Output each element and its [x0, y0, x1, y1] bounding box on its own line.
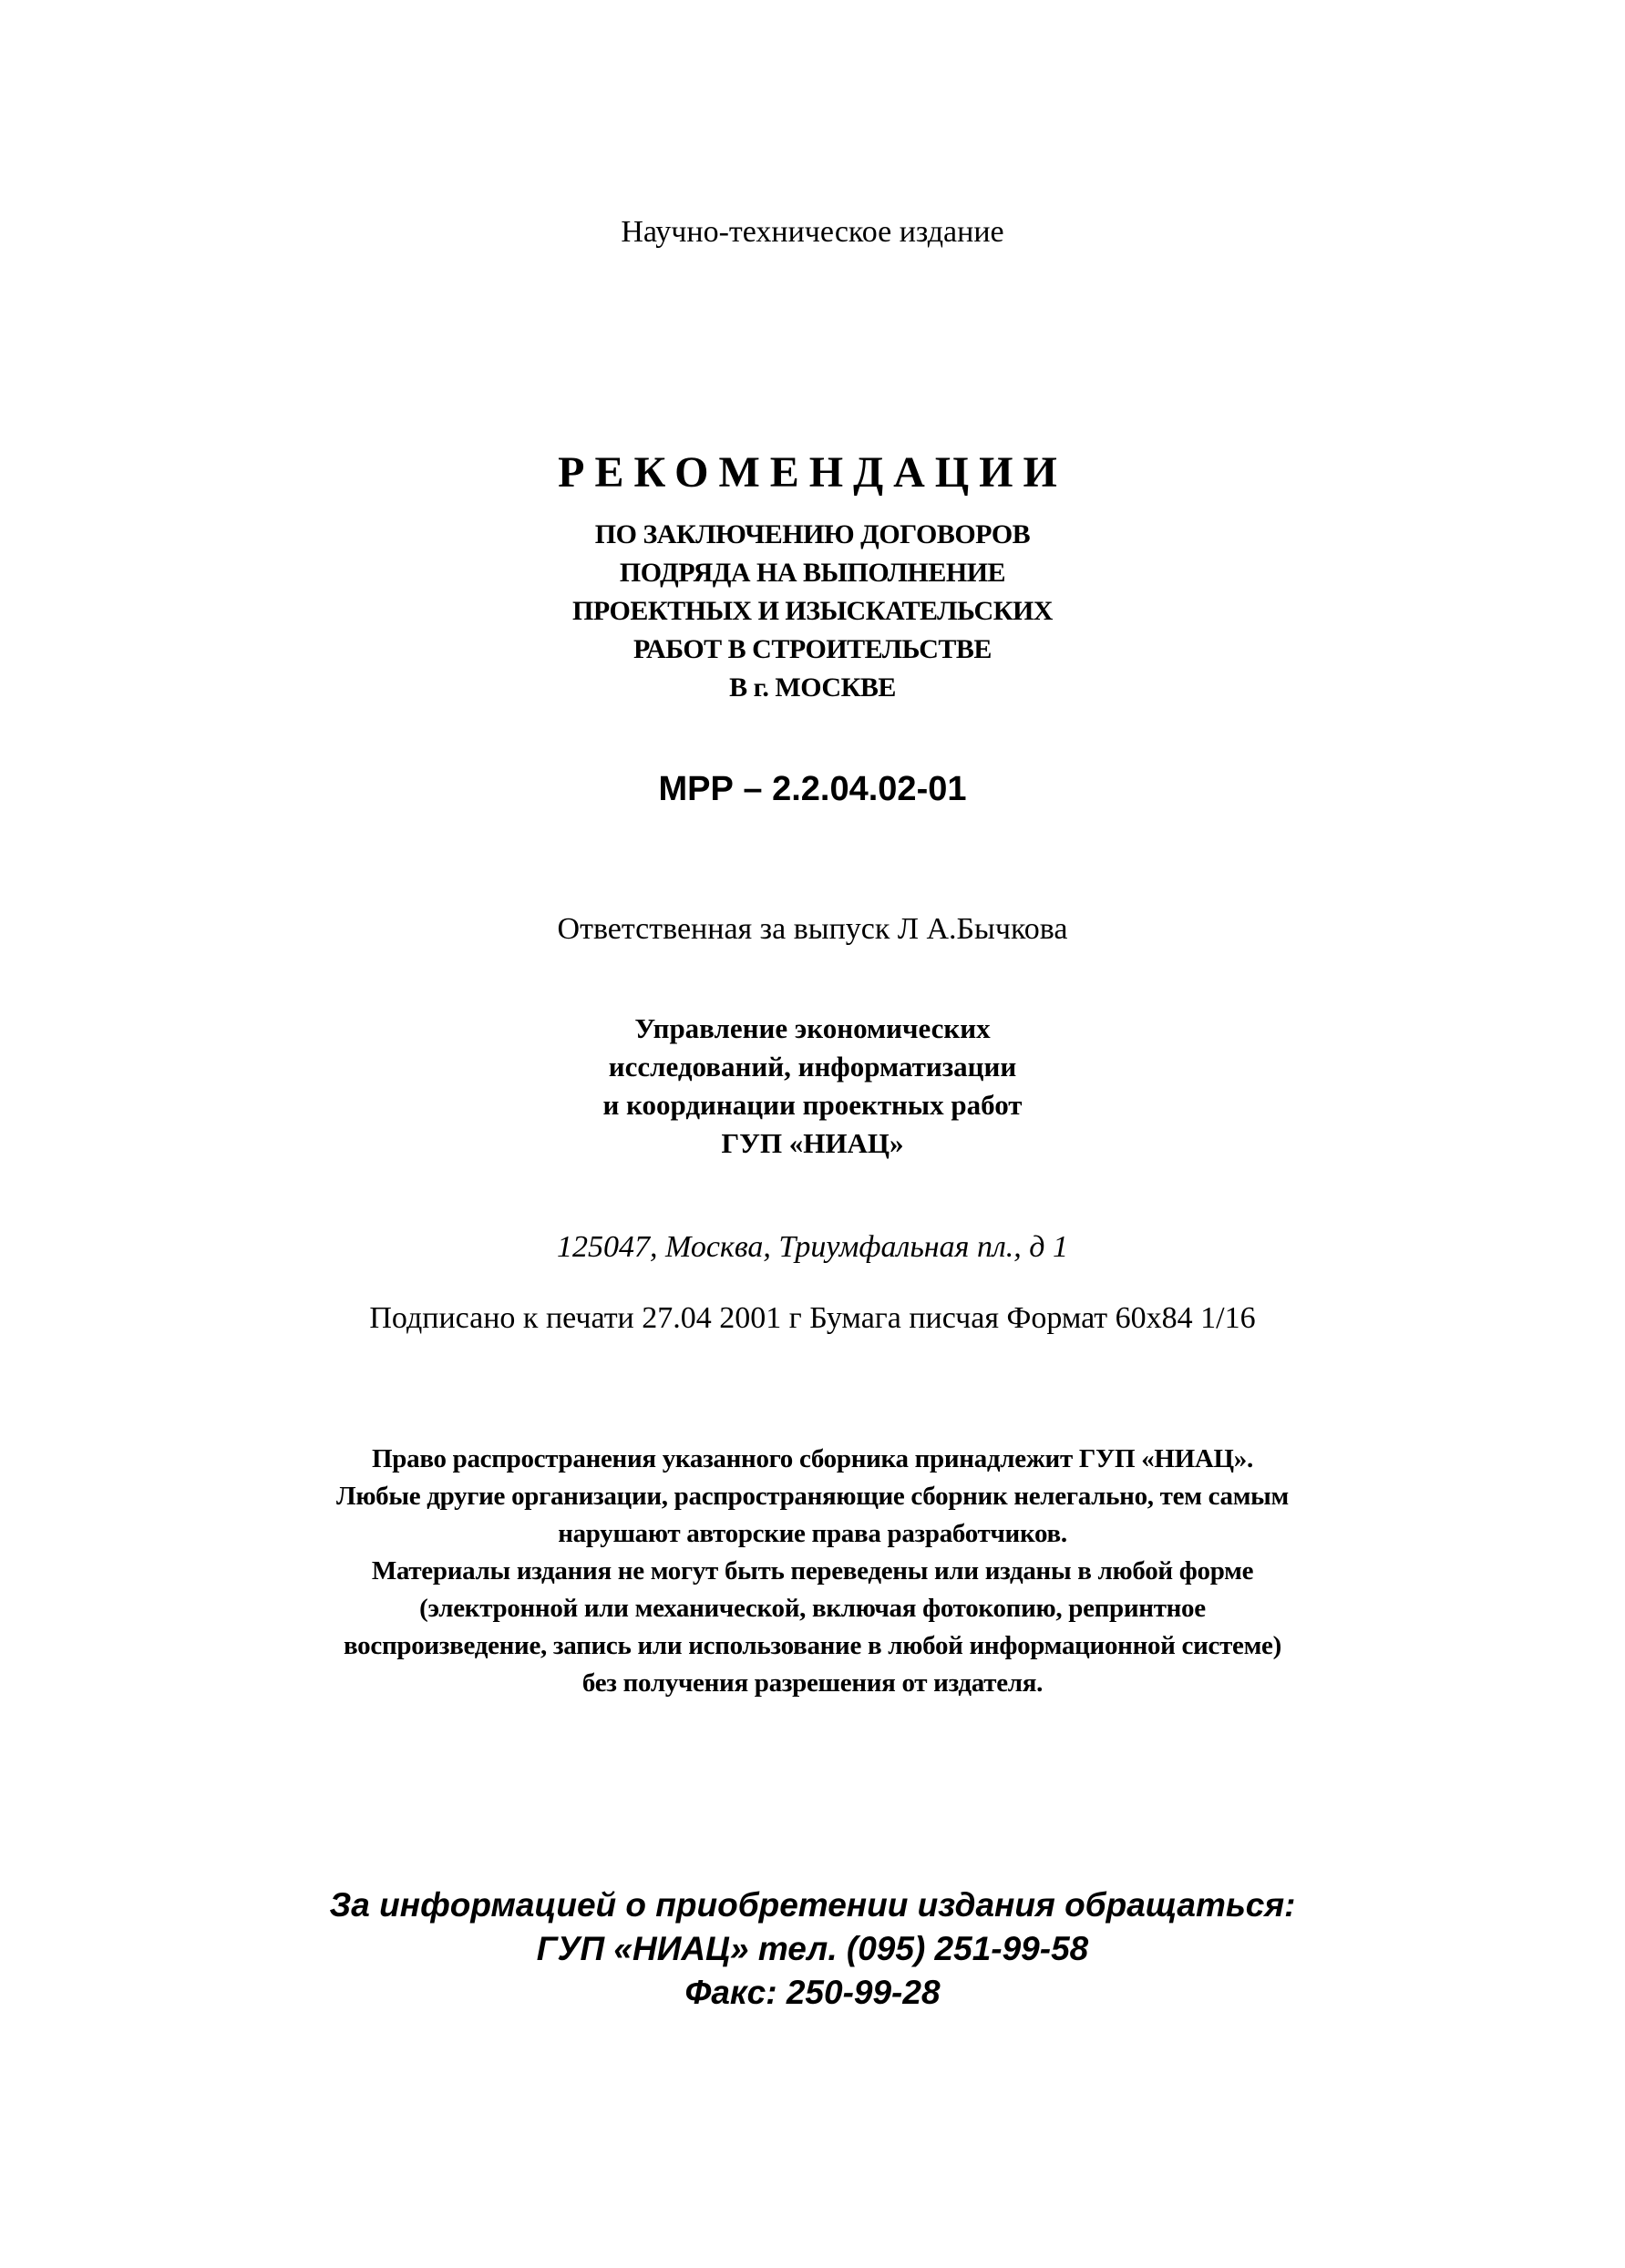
contact-phone: ГУП «НИАЦ» тел. (095) 251-99-58 [536, 1930, 1089, 1967]
department-line: ГУП «НИАЦ» [721, 1127, 904, 1159]
rights-notice-line: Право распространения указанного сборника принадлежит ГУП «НИАЦ». [372, 1444, 1253, 1473]
department-line: Управление экономических [634, 1012, 991, 1044]
department-line: исследований, информатизации [608, 1051, 1017, 1083]
contact-info-line: За информацией о приобретении издания обращаться: [329, 1886, 1296, 1924]
rights-notice-line: Материалы издания не могут быть переведены или изданы в любой форме [371, 1556, 1254, 1586]
title-subtitle-line: ПОДРЯДА НА ВЫПОЛНЕНИЕ [619, 558, 1006, 588]
rights-notice-line: нарушают авторские права разработчиков. [558, 1519, 1067, 1548]
publisher-address: 125047, Москва, Триумфальная пл., д 1 [557, 1230, 1068, 1264]
rights-notice-line: воспроизведение, запись или использование в любой информационной системе) [344, 1631, 1281, 1660]
title-subtitle-line: РАБОТ В СТРОИТЕЛЬСТВЕ [633, 634, 992, 664]
rights-notice-line: без получения разрешения от издателя. [581, 1668, 1044, 1698]
rights-notice-line: (электронной или механической, включая фотокопию, репринтное [419, 1594, 1206, 1623]
print-info: Подписано к печати 27.04 2001 г Бумага писчая Формат 60х84 1/16 [369, 1301, 1256, 1335]
title-subtitle-line: ПО ЗАКЛЮЧЕНИЮ ДОГОВОРОВ [594, 519, 1031, 549]
contact-fax: Факс: 250-99-28 [684, 1974, 941, 2011]
rights-notice-line: Любые другие организации, распространяющие сборник нелегально, тем самым [336, 1482, 1289, 1511]
document-code: МРР – 2.2.04.02-01 [658, 770, 967, 808]
responsible-person: Ответственная за выпуск Л А.Бычкова [557, 912, 1068, 946]
title-subtitle-line: В г. МОСКВЕ [729, 672, 896, 703]
department-line: и координации проектных работ [602, 1089, 1023, 1121]
document-title: РЕКОМЕНДАЦИИ [558, 448, 1067, 497]
title-subtitle-line: ПРОЕКТНЫХ И ИЗЫСКАТЕЛЬСКИХ [572, 596, 1053, 626]
edition-type: Научно-техническое издание [621, 215, 1004, 249]
